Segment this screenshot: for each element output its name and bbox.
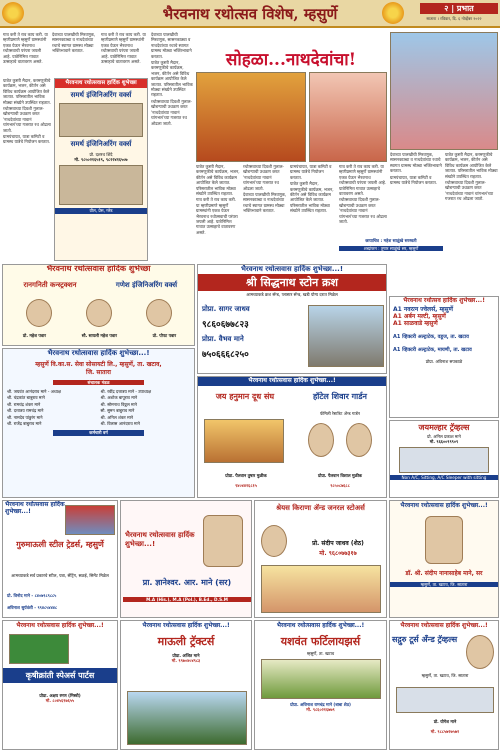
header-flower-right	[382, 2, 404, 24]
ad-business-name: यशवंत फर्टिलायझर्स	[280, 634, 361, 648]
photo-credit: छायाचित्र : महेश साळुंखे सरस्वती	[365, 238, 417, 243]
ad-krushikranti	[2, 620, 118, 750]
ad-ribbon: भैरवनाथ रथोत्सवास हार्दिक शुभेच्छा...!	[142, 622, 230, 629]
ad-shreyas-kirana	[254, 500, 387, 618]
ad-mobile: मो. ९८५०२१६५१९, ९८२२४१६५०७	[74, 157, 128, 162]
member: श्री. नामदेव पांडुरंग माने	[7, 414, 43, 420]
ad-a1-group	[389, 296, 499, 418]
ad-subtitle: आमच्याकडे सर्व प्रकारचे स्टील, पत्रा, सेंट्रिंग, सळई, सिमेंट मिळेल	[11, 573, 109, 578]
main-photo-crowd	[309, 72, 387, 162]
ad-gurumauli-steel	[2, 500, 118, 618]
portrait	[466, 635, 494, 669]
portrait	[425, 516, 463, 564]
ad-qualification: M.A (His.), M.A (Pol.), B.Ed., D.S.M	[123, 597, 251, 602]
ad-phone-2: ७५०६६६८२५०	[202, 350, 249, 360]
ad-phone: मो. ९९७०४०४९८३	[171, 658, 201, 663]
article-col-e: देवाच्या पालखीची मिरवणूक, सासनकाठ्या व नाथदेवांच्या रथाचे स्वागत ग्रामस्थ मोठ्या भक्तिभावाने करतात. ग्रामपंचायत, यात्रा कमिटी व ग्रामस्थ यात्रेचे नियोजन करतात.	[390, 152, 442, 186]
ad-photo-food	[204, 419, 284, 463]
column-text-mid-1: देवाच्या पालखीची मिरवणूक, सासनकाठ्या व नाथदेवांच्या रथाचे स्वागत ग्रामस्थ मोठ्या भक्तिभावाने करतात. यात्रेत कुस्ती मैदान, करमणुकीचे कार्यक्रम, भजन, कीर्तन असे विविध कार्यक्रम आयोजित केले जातात. परिसरातील भाविक मोठ्या संख्येने उपस्थित राहतात. रथोत्सवाच्या दिवशी गुलाल-खोबऱ्याची उधळण करत 'नाथदेवांच्या नावानं चांगभलं'च्या गजरात रथ ओढला जातो.	[151, 32, 193, 126]
ad-portraits	[9, 299, 189, 329]
headline: सोहळा...नाथदेवांचा!	[225, 50, 357, 70]
portrait	[86, 299, 112, 327]
main-photo-deity	[196, 72, 306, 162]
ad-mauli-tractors	[120, 620, 252, 750]
ad-photo-tractor	[127, 691, 247, 745]
ad-dr-mane	[389, 500, 499, 618]
ad-person: प्रो. पोपट पवार	[152, 333, 177, 338]
ad-mahasurne-society	[2, 348, 195, 498]
portrait	[26, 299, 52, 327]
column-text-1: गाव करी ते राव काय करी. या म्हणीप्रमाणे म्हसुर्णे ग्रामस्थांनी एकत्र येऊन भैरवनाथ रथोत्सवाची परंपरा जपली आहे. यात्रेनिमित्त गावात उत्साहाचे वातावरण असते.	[3, 32, 48, 65]
ad-members	[3, 387, 194, 428]
ad-business-name: सद्गुरु टूर्स अँन्ड ट्रॅव्हल्स	[392, 634, 458, 644]
ad-business-name: माऊली ट्रॅक्टर्स	[157, 634, 215, 648]
ad-ribbon: भैरवनाथ रथोत्सवास हार्दिक शुभेच्छा...!	[276, 622, 365, 629]
portrait	[308, 423, 334, 457]
ad-ribbon: भैरवनाथ रथोत्सवास हार्दिक शुभेच्छा...!	[47, 349, 150, 357]
ad-business-name: जयमल्हार ट्रॅव्हल्स	[418, 423, 470, 432]
ad-phone-1: ९८६०६७७८२३	[202, 320, 249, 330]
date-line: सातारा । रविवार, दि. ६ नोव्हेंबर २०२२	[426, 16, 482, 21]
ad-subtitle: म्हसुर्णे, ता. खटाव, जि. सातारा	[421, 673, 469, 678]
ad-siddhanath-stone-crush	[197, 264, 387, 374]
portrait	[203, 515, 243, 567]
member: श्री. अशोक बापूराव माने	[100, 395, 138, 401]
ad-ribbon: भैरवनाथ रथोत्सवास हार्दिक शुभेच्छा	[55, 79, 147, 88]
ad-business-name: म्हसुर्णे वि.का.स. सेवा सोसायटी लि., म्हसुर्णे, ता. खटाव, जि. सातारा	[35, 360, 162, 376]
ad-line: A1 अर्बन मल्टी, म्हसुर्णे	[393, 313, 446, 320]
ad-person-2: अविनाश सुर्यवंशी - ९९४८५४४४८	[7, 605, 58, 610]
portrait	[346, 423, 372, 457]
ad-persons	[5, 333, 194, 338]
ad-business-name-repeat: समर्थ इंजिनिअरिंग वर्क्स	[70, 139, 132, 148]
column-text-left: यात्रेत कुस्ती मैदान, करमणुकीचे कार्यक्रम, भजन, कीर्तन असे विविध कार्यक्रम आयोजित केले जातात. परिसरातील भाविक मोठ्या संख्येने उपस्थित राहतात. रथोत्सवाच्या दिवशी गुलाल-खोबऱ्याची उधळण करत 'नाथदेवांच्या नावानं चांगभलं'च्या गजरात रथ ओढला जातो. ग्रामपंचायत, यात्रा कमिटी व ग्रामस्थ यात्रेचे नियोजन करतात.	[3, 78, 51, 145]
ad-ranganiti	[2, 264, 195, 346]
ad-phone: मो. ९६६००९९९०९	[429, 439, 459, 445]
ad-phone: मो. ९६८०७७३१७	[319, 550, 357, 557]
ad-samarth-engineering	[54, 78, 148, 261]
brand-name: प्रभात	[456, 4, 474, 13]
article-col-f: यात्रेत कुस्ती मैदान, करमणुकीचे कार्यक्रम, भजन, कीर्तन असे विविध कार्यक्रम आयोजित केले जातात. परिसरातील भाविक मोठ्या संख्येने उपस्थित राहतात. रथोत्सवाच्या दिवशी गुलाल-खोबऱ्याची उधळण करत 'नाथदेवांच्या नावानं चांगभलं'च्या गजरात रथ ओढला जातो.	[445, 152, 498, 202]
ad-jay-hanuman-hotel	[197, 376, 387, 498]
ad-ribbon: भैरवनाथ रथोत्सवास हार्दिक शुभेच्छा...!	[5, 501, 65, 515]
ad-business-name: समर्थ इंजिनिअरिंग वर्क्स	[70, 90, 132, 99]
ad-person: प्रो. महेश पवार	[22, 333, 46, 338]
member: श्री. चंद्रकांत बाबुराव माने	[7, 395, 45, 401]
member: श्री. सोमनाथ विठ्ठल माने	[100, 401, 137, 407]
ad-person: प्रोप्रा. अक्षय रमण (मिस्त्री)	[39, 692, 81, 698]
ad-hotel-person: प्रोप्रा. पैलवान विशाल मुळीक	[317, 473, 363, 478]
ad-person-1: प्रोप्रा. सागर जाधव	[202, 305, 250, 313]
portrait	[146, 299, 172, 327]
ad-jaymalhar-travels	[389, 420, 499, 498]
portrait	[261, 525, 287, 557]
ad-footer: कर्मचारी वर्ग	[53, 430, 144, 435]
member: सौ. सुमन बाबुराव माने	[100, 408, 135, 414]
top-right-photo	[390, 32, 498, 150]
ad-person-name: डॉ. श्री. संदीप नानासाहेब माने, सर	[405, 569, 483, 577]
member: श्री. दत्तात्रय रामचंद्र माने	[7, 408, 44, 414]
ad-phone: मो. ९८६०२१६७७९	[306, 707, 335, 713]
ad-ribbon: भैरवनाथ रथोत्सवास हार्दिक शुभेच्छा...!	[240, 265, 344, 273]
ad-ribbon: भैरवनाथ रथोत्सवास हार्दिक शुभेच्छा...!	[16, 622, 104, 629]
ad-person: प्रोप्रा. अजित माने	[172, 652, 200, 658]
ad-dnyaneshwar-mane	[120, 500, 252, 618]
member: श्री. जयवंत आनंदराव माने - अध्यक्ष	[7, 389, 61, 394]
ad-person: प्रो. योगेश माने	[433, 719, 457, 724]
ad-ribbon: भैरवनाथ रथोत्सवास हार्दिक शुभेच्छा...!	[400, 622, 488, 629]
ad-sadguru-tours	[389, 620, 499, 750]
ad-subtitle: आमच्याकडे क्रश सॅन्ड, प्लास्टर सॅन्ड, खडी योग्य दरात मिळेल	[246, 291, 338, 297]
ad-yashwant-fertilizers	[254, 620, 387, 750]
header-bar	[0, 0, 500, 28]
ad-business-name: श्री सिद्धनाथ स्टोन क्रश	[198, 274, 386, 291]
header-flower-left	[2, 2, 24, 24]
page-number-badge: २ | प्रभात	[420, 3, 498, 14]
ad-line: A1 साळवाडे म्हसुर्णे	[393, 320, 438, 328]
ad-person: प्रो. दशरथ शिंदे	[89, 151, 113, 157]
member: श्री. विलास आनंदराव माने	[100, 421, 140, 427]
ad-person: प्रोप्रा. अविनाश सपकाळे	[425, 358, 463, 364]
writer-credit: शब्दांकन : तुषार साळुंखे सर, म्हसुर्णे	[339, 246, 443, 251]
ad-hotel-sub: फॅमिली रेस्टॉरंट ॲन्ड गार्डन	[319, 411, 361, 416]
ad-photo	[59, 103, 143, 137]
header-title: भैरवनाथ रथोत्सव विशेष, म्हसुर्णे	[162, 5, 338, 23]
ad-person-name: प्रा. ज्ञानेश्वर. आर. माने (सर)	[142, 578, 232, 587]
ad-ribbon: भैरवनाथ रथोत्सव हार्दिक शुभेच्छा...!	[403, 297, 485, 304]
column-text-3: गाव करी ते राव काय करी. या म्हणीप्रमाणे म्हसुर्णे ग्रामस्थांनी एकत्र येऊन भैरवनाथ रथोत्सवाची परंपरा जपली आहे. यात्रेनिमित्त गावात उत्साहाचे वातावरण असते.	[101, 32, 146, 65]
ad-photo-tractor	[9, 634, 69, 664]
ad-section-title: संचालक मंडळ	[53, 380, 144, 385]
member: श्री. रामचंद्र शंकर माने	[7, 401, 41, 407]
ad-photo-bus	[399, 447, 489, 473]
ad-photo-2	[59, 165, 143, 205]
ad-business-name-1: रानगनिती कन्स्ट्रक्शन	[23, 281, 77, 289]
ad-hotel-phone: ९८५०८७६८८	[330, 483, 350, 488]
ad-business-name: श्रेयस किराणा ॲन्ड जनरल स्टोअर्स	[276, 504, 365, 512]
ad-phone: मो. ९८८५७२७५७२	[430, 729, 460, 734]
ad-footer: म्हसुर्णे, ता. खटाव, जि. सातारा	[390, 582, 498, 587]
ad-ribbon: भैरवनाथ रथोत्सवास हार्दिक शुभेच्छा...!	[125, 531, 195, 548]
member: श्री. रवींद्र दत्तात्रय माने - उपाध्यक्ष	[100, 389, 152, 394]
ad-business-name: कृषीक्रांती स्पेअर्स पार्टस	[3, 668, 117, 683]
ad-line: A1 व्हिक्टरी अल्ट्राटेक, वडूज, ता. खटाव	[393, 333, 469, 340]
ad-person-2: प्रोप्रा. वैभव माने	[202, 335, 244, 343]
article-col-a: यात्रेत कुस्ती मैदान, करमणुकीचे कार्यक्रम, भजन, कीर्तन असे विविध कार्यक्रम आयोजित केले जातात. परिसरातील भाविक मोठ्या संख्येने उपस्थित राहतात. गाव करी ते राव काय करी. या म्हणीप्रमाणे म्हसुर्णे ग्रामस्थांनी एकत्र येऊन भैरवनाथ रथोत्सवाची परंपरा जपली आहे. यात्रेनिमित्त गावात उत्साहाचे वातावरण असते.	[196, 164, 240, 235]
ad-ribbon: भैरवनाथ रथोत्सवास हार्दिक शुभेच्छा	[46, 264, 151, 273]
ad-photo-products	[261, 565, 381, 613]
ad-person: प्रोप्रा. अविनाश रामचंद्र माने (बाबा शेठ)	[290, 702, 351, 707]
member: श्री. अनिल शंकर माने	[100, 414, 134, 420]
ad-business-name: गुरुमाऊली स्टील ट्रेडर्स, म्हसुर्णे	[16, 540, 104, 549]
ad-person-1: प्रो. विनोद माने - ८४०७९८९८८५	[7, 593, 57, 598]
article-col-b: रथोत्सवाच्या दिवशी गुलाल-खोबऱ्याची उधळण करत 'नाथदेवांच्या नावानं चांगभलं'च्या गजरात रथ ओढला जातो. देवाच्या पालखीची मिरवणूक, सासनकाठ्या व नाथदेवांच्या रथाचे स्वागत ग्रामस्थ मोठ्या भक्तिभावाने करतात.	[243, 164, 287, 214]
ad-business-name-2: गणेश इंजिनिअरिंग वर्क्स	[115, 281, 178, 289]
ad-dairy-name: जय हनुमान दूध संघ	[215, 392, 275, 401]
member: श्री. राजेंद्र बाबुराव माने	[7, 421, 42, 427]
ad-line: A1 नवरत्न ज्वेलर्स, म्हसुर्णे	[393, 305, 453, 313]
article-col-c: ग्रामपंचायत, यात्रा कमिटी व ग्रामस्थ यात्रेचे नियोजन करतात. यात्रेत कुस्ती मैदान, करमणुकीचे कार्यक्रम, भजन, कीर्तन असे विविध कार्यक्रम आयोजित केले जातात. परिसरातील भाविक मोठ्या संख्येने उपस्थित राहतात.	[290, 164, 334, 214]
ad-footer: ग्रील, प्रेस, ग्लेड	[55, 208, 147, 213]
ad-photo-machine	[308, 305, 384, 367]
ad-photo-sheets	[65, 505, 115, 535]
ad-ribbon: भैरवनाथ रथोत्सवास हार्दिक शुभेच्छा...!	[400, 502, 488, 509]
ad-photo-bags	[261, 659, 381, 699]
ad-person: सौ. सायली महेश पवार	[81, 333, 117, 338]
ad-person: प्रो. अनिल प्रकाश माने	[427, 434, 461, 439]
ad-person: प्रो. संदीप जाधव (शेठ)	[312, 540, 364, 547]
page-number: २	[444, 4, 449, 13]
article-col-d: गाव करी ते राव काय करी. या म्हणीप्रमाणे म्हसुर्णे ग्रामस्थांनी एकत्र येऊन भैरवनाथ रथोत्सवाची परंपरा जपली आहे. यात्रेनिमित्त गावात उत्साहाचे वातावरण असते. रथोत्सवाच्या दिवशी गुलाल-खोबऱ्याची उधळण करत 'नाथदेवांच्या नावानं चांगभलं'च्या गजरात रथ ओढला जातो.	[339, 164, 387, 225]
ad-footer: Non A/C, Sitting, A/C Sleeper with sitting	[390, 475, 498, 480]
column-text-2: देवाच्या पालखीची मिरवणूक, सासनकाठ्या व नाथदेवांच्या रथाचे स्वागत ग्रामस्थ मोठ्या भक्तिभावाने करतात.	[52, 32, 96, 54]
ad-photo-vehicles	[396, 687, 494, 713]
ad-hotel-name: हॉटेल शिवार गार्डन	[313, 392, 367, 401]
ad-line: A1 व्हिक्टरी अल्ट्राटेक, मायणी, ता. खटाव	[393, 347, 472, 354]
ad-dairy-phone: ९४०४४२६८१५	[235, 483, 257, 488]
ad-phone: मो. ८०४५६९७६५५	[45, 698, 75, 703]
ad-dairy-person: प्रोप्रा. पैलवान तुषार मुळीक	[225, 473, 267, 478]
ad-ribbon: भैरवनाथ रथोत्सवास हार्दिक शुभेच्छा...!	[198, 377, 386, 386]
ad-subtitle: म्हसुर्णे, ता. खटाव	[306, 650, 335, 656]
